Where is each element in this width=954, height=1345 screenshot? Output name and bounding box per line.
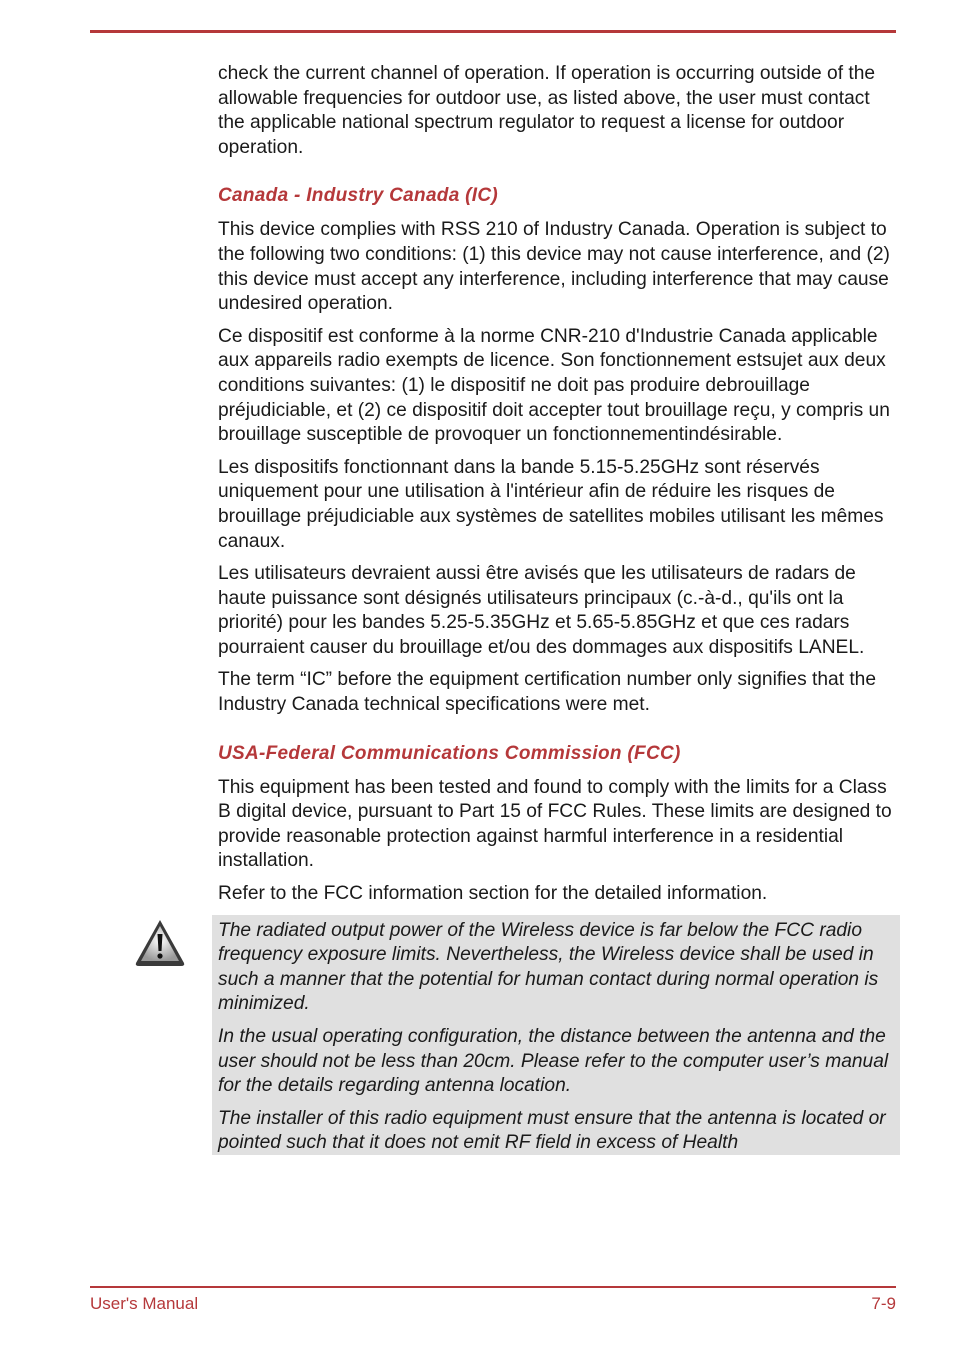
warning-triangle-icon [134,917,186,969]
note-paragraph-2: In the usual operating configuration, the distance between the antenna and the user should not be less than 20cm. Please refer to the computer user’s manual for the details regarding antenna location. [218,1026,889,1097]
header-rule [90,30,896,33]
paragraph-canada-2: Ce dispositif est conforme à la norme CNR-210 d'Industrie Canada applicable aux appareils radio exempts de licence. Son fonctionnement estsujet aux deux conditions suivantes: (1) le dispositif ne doit pas produire debrouillage préjudiciable, et (2) ce dispositif doit accepter tout brouillage reçu, y compris un brouillage susceptible de provoquer un fonctionnementindésirable. [218,325,890,446]
paragraph-canada-1: This device complies with RSS 210 of Industry Canada. Operation is subject to the following two conditions: (1) this device may not cause interference, and (2) this device must accept any interference, including interference that may cause undesired operation. [218,219,890,315]
note-paragraph-1: The radiated output power of the Wireless device is far below the FCC radio frequency exposure limits. Nevertheless, the Wireless device shall be used in such a manner that the potential for human contact during normal operation is minimized. [218,919,879,1015]
section-heading-canada: Canada - Industry Canada (IC) [218,185,499,207]
paragraph-continued: check the current channel of operation. If operation is occurring outside of the allowable frequencies for outdoor use, as listed above, the user must contact the applicable national spectrum regulator to request a license for outdoor operation. [218,63,876,158]
paragraph-canada-4: Les utilisateurs devraient aussi être avisés que les utilisateurs de radars de haute puissance sont désignés utilisateurs principaux (c.-à-d., qu'ils ont la priorité) pour les bandes 5.25-5.35GHz et 5.65-5.85GHz et que ces radars pourraient causer du brouillage et/ou des dommages aux dispositifs LANEL. [218,563,865,658]
section-heading-fcc: USA-Federal Communications Commission (FCC) [218,742,681,764]
warning-note [218,915,898,1155]
page-number: 7-9 [871,1294,896,1313]
paragraph-canada-5: The term “IC” before the equipment certification number only signifies that the Industry Canada technical specifications were met. [218,669,877,716]
footer-manual-title: User's Manual [90,1294,199,1313]
paragraph-canada-3: Les dispositifs fonctionnant dans la bande 5.15-5.25GHz sont réservés uniquement pour une utilisation à l'intérieur afin de réduire les risques de brouillage préjudiciable aux systèmes de satellites mobiles utilisant les mêmes canaux. [218,456,884,552]
page-content [218,62,898,1155]
note-box [212,915,900,1155]
paragraph-fcc-2: Refer to the FCC information section for the detailed information. [218,883,768,905]
footer-rule [90,1286,896,1288]
paragraph-fcc-1: This equipment has been tested and found to comply with the limits for a Class B digital device, pursuant to Part 15 of FCC Rules. These limits are designed to provide reasonable protection against harmful interference in a residential installation. [218,776,892,872]
note-paragraph-3: The installer of this radio equipment must ensure that the antenna is located or pointed such that it does not emit RF field in excess of Health [218,1107,886,1154]
